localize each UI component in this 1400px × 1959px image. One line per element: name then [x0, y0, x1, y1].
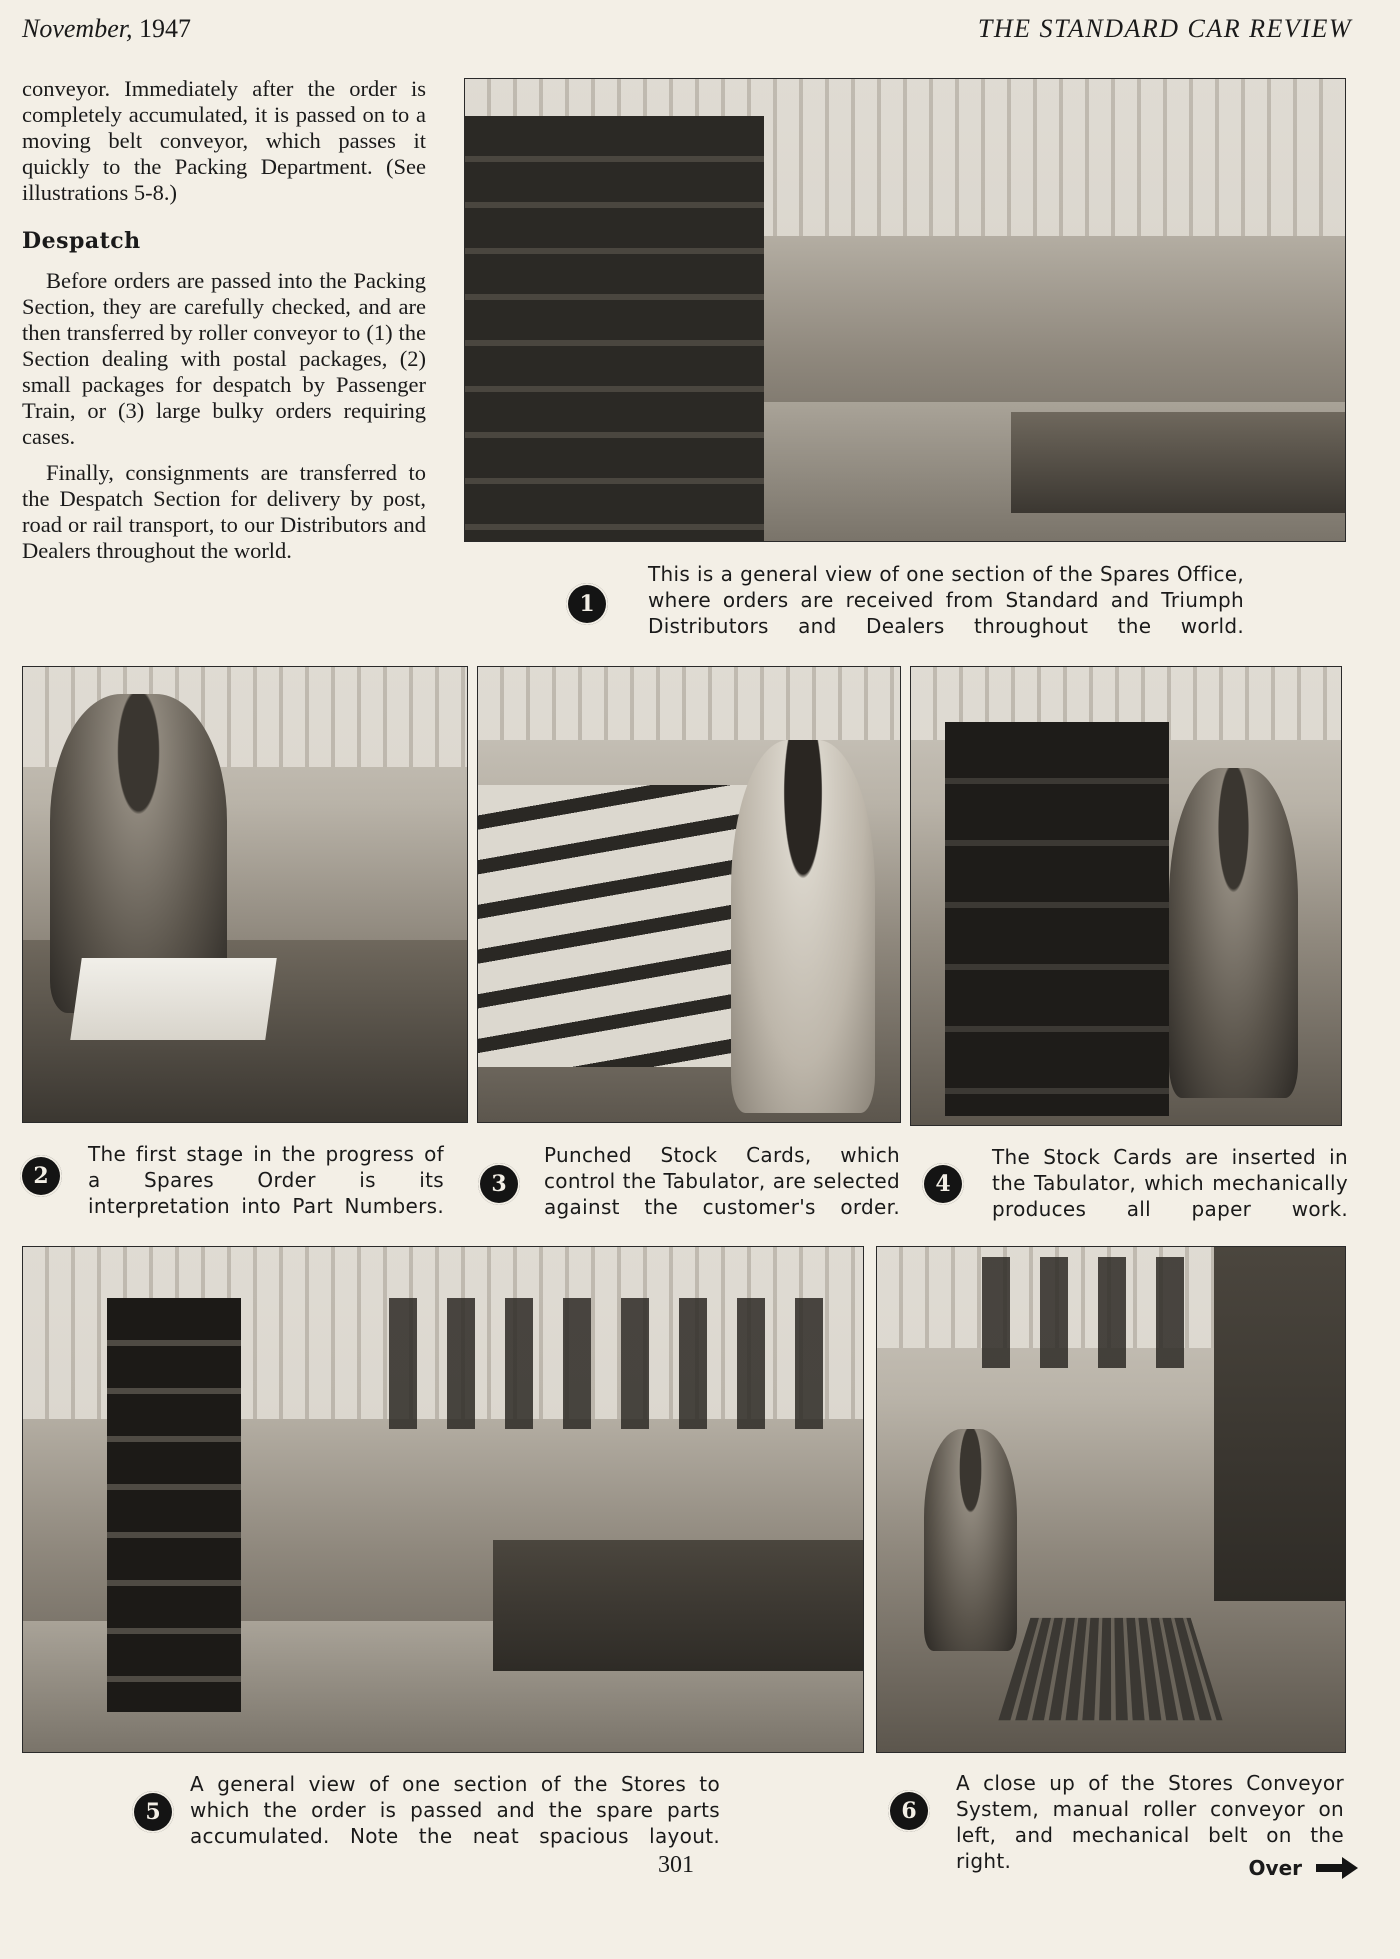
right-arrow-icon	[1314, 1855, 1360, 1881]
figure-6-photo	[876, 1246, 1346, 1753]
figure-5-photo	[22, 1246, 864, 1753]
figure-5-caption: A general view of one section of the Stores to which the order is passed and the spare parts accumulated. Note the neat spacious layout.	[190, 1772, 720, 1848]
figure-3-caption: Punched Stock Cards, which control the Tabulator, are selected against the customer's order.	[544, 1143, 900, 1219]
intro-paragraph: conveyor. Immediately after the order is completely accumulated, it is passed on to a moving belt conveyor, which passes it quickly to the Packing Department. (See illustrations 5-8.)	[22, 76, 426, 205]
figure-4-number-badge: 4	[922, 1163, 964, 1205]
figure-5-number-badge: 5	[132, 1791, 174, 1833]
issue-month: November,	[22, 14, 133, 43]
figure-1-caption: This is a general view of one section of the Spares Office, where orders are received from Standard and Triumph Distributors and Dealers throughout the world.	[648, 562, 1244, 638]
figure-4-caption: The Stock Cards are inserted in the Tabulator, which mechanically produces all paper work.	[992, 1145, 1348, 1221]
continue-over-link[interactable]	[1249, 1855, 1360, 1881]
figure-4-photo	[910, 666, 1342, 1126]
figure-1-number-badge: 1	[566, 583, 608, 625]
page-number: 301	[658, 1852, 694, 1878]
figure-6-caption: A close up of the Stores Conveyor System, manual roller conveyor on left, and mechanical belt on the right.	[956, 1771, 1344, 1873]
issue-date	[22, 14, 191, 44]
publication-title: THE STANDARD CAR REVIEW	[977, 14, 1352, 43]
figure-3-photo	[477, 666, 901, 1123]
section-heading: Despatch	[22, 228, 141, 254]
figure-2-caption: The first stage in the progress of a Spares Order is its interpretation into Part Numbers.	[88, 1142, 444, 1218]
figure-3-number-badge: 3	[478, 1163, 520, 1205]
figure-2-photo	[22, 666, 468, 1123]
despatch-paragraph-2: Finally, consignments are transferred to the Despatch Section for delivery by post, road or rail transport, to our Distributors and Dealers throughout the world.	[22, 460, 426, 563]
figure-2-number-badge: 2	[20, 1155, 62, 1197]
figure-1-photo	[464, 78, 1346, 542]
figure-6-number-badge: 6	[888, 1790, 930, 1832]
issue-year: 1947	[138, 14, 191, 43]
article-text-column	[22, 76, 426, 564]
despatch-paragraph-1: Before orders are passed into the Packing Section, they are carefully checked, and are then transferred by roller conveyor to (1) the Section dealing with postal packages, (2) small packages for despatch by Passenger Train, or (3) large bulky orders requiring cases.	[22, 268, 426, 449]
over-label: Over	[1248, 1856, 1302, 1880]
